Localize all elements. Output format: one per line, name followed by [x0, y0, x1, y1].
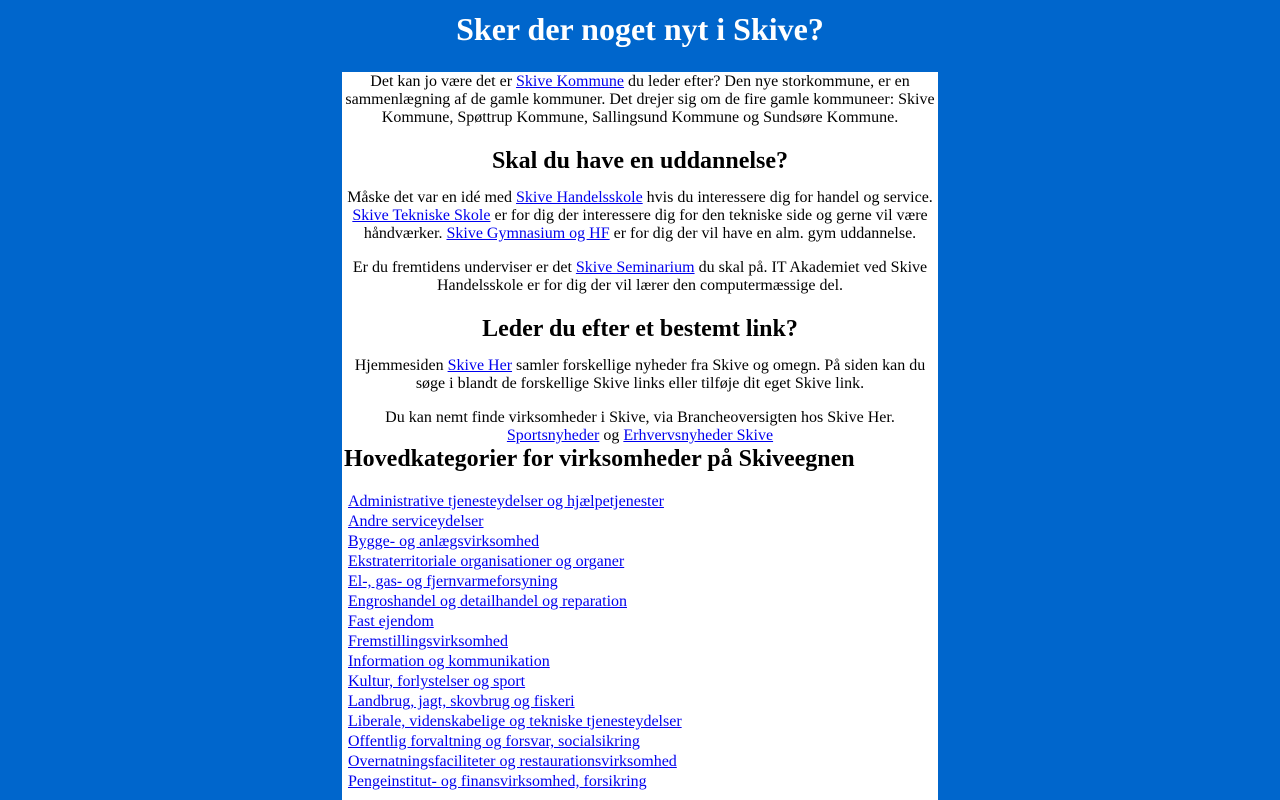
links-text: Du kan nemt finde virksomheder i Skive, via Brancheoversigten hos Skive Her. [385, 409, 895, 426]
skive-kommune-link[interactable]: Skive Kommune [516, 73, 625, 90]
education-heading: Skal du have en uddannelse? [491, 148, 789, 174]
category-link[interactable]: Fremstillingsvirksomhed [348, 633, 508, 650]
category-item [348, 592, 938, 612]
category-item [348, 612, 938, 632]
intro-paragraph [345, 73, 935, 127]
category-link[interactable]: Offentlig forvaltning og forsvar, socialsikring [348, 733, 640, 750]
category-item [348, 672, 938, 692]
category-link[interactable]: Kultur, forlystelser og sport [348, 673, 526, 690]
category-link[interactable]: El-, gas- og fjernvarmeforsyning [348, 573, 558, 590]
skive-her-link[interactable]: Skive Her [447, 357, 513, 374]
category-item [348, 512, 938, 532]
category-item [348, 552, 938, 572]
category-link[interactable]: Fast ejendom [348, 613, 434, 630]
skive-handelsskole-link[interactable]: Skive Handelsskole [516, 189, 643, 206]
category-link[interactable]: Information og kommunikation [348, 653, 550, 670]
category-item [348, 572, 938, 592]
intro-text-post: du leder efter? Den nye storkommune, er en sammenlægning af de gamle kommuner. Det drejer sig om de fire gamle kommuneer: Skive Kommune, Spøttrup Kommune, Sallingsund Kommune og Sundsøre Kommune. [345, 73, 935, 126]
education-text: er for dig der interessere dig for den tekniske side og gerne vil være håndværker. [363, 207, 928, 242]
education-paragraph-2 [345, 259, 935, 295]
category-item [348, 652, 938, 672]
skive-seminarium-link[interactable]: Skive Seminarium [575, 259, 695, 276]
category-link[interactable]: Engroshandel og detailhandel og reparation [348, 593, 628, 610]
category-link[interactable]: Overnatningsfaciliteter og restaurationsvirksomhed [348, 753, 677, 770]
erhvervsnyheder-link[interactable]: Erhvervsnyheder Skive [623, 427, 774, 444]
category-link[interactable]: Pengeinstitut- og finansvirksomhed, forsikring [348, 773, 647, 790]
skive-gymnasium-link[interactable]: Skive Gymnasium og HF [446, 225, 610, 242]
sportsnyheder-link[interactable]: Sportsnyheder [506, 427, 600, 444]
category-item [348, 632, 938, 652]
category-link[interactable]: Bygge- og anlægsvirksomhed [348, 533, 540, 550]
links-heading: Leder du efter et bestemt link? [482, 316, 798, 342]
category-item [348, 772, 938, 792]
links-text: samler forskellige nyheder fra Skive og omegn. På siden kan du søge i blandt de forskellige Skive links eller tilføje dit eget Skive link. [415, 357, 926, 392]
category-item [348, 692, 938, 712]
category-item [348, 492, 938, 512]
page-title: Sker der noget nyt i Skive? [456, 11, 824, 47]
category-link[interactable]: Ekstraterritoriale organisationer og organer [348, 553, 625, 570]
category-item [348, 712, 938, 732]
category-item [348, 732, 938, 752]
links-and-text: og [599, 427, 624, 444]
intro-section [342, 72, 938, 127]
skive-tekniske-skole-link[interactable]: Skive Tekniske Skole [352, 207, 491, 224]
category-item [348, 752, 938, 772]
education-section [342, 189, 938, 295]
links-section [342, 357, 938, 445]
education-text: du skal på. IT Akademiet ved Skive Handelsskole er for dig der vil lærer den computermæssige del. [436, 259, 928, 294]
categories-heading: Hovedkategorier for virksomheder på Skiveegnen [344, 446, 855, 472]
content-panel [342, 72, 938, 800]
links-text: Hjemmesiden [354, 357, 448, 374]
category-item [348, 532, 938, 552]
category-link[interactable]: Landbrug, jagt, skovbrug og fiskeri [348, 693, 575, 710]
links-paragraph-1 [345, 357, 935, 393]
category-link[interactable]: Administrative tjenesteydelser og hjælpetjenester [348, 493, 664, 510]
intro-text-pre: Det kan jo være det er [370, 73, 517, 90]
category-link[interactable]: Liberale, videnskabelige og tekniske tjenesteydelser [348, 713, 682, 730]
categories-list [342, 492, 938, 792]
education-text: Er du fremtidens underviser er det [352, 259, 576, 276]
links-paragraph-2 [345, 409, 935, 445]
education-text: Måske det var en idé med [347, 189, 517, 206]
education-text: hvis du interessere dig for handel og service. [642, 189, 933, 206]
education-paragraph-1 [345, 189, 935, 243]
category-link[interactable]: Andre serviceydelser [348, 513, 484, 530]
education-text: er for dig der vil have en alm. gym uddannelse. [609, 225, 917, 242]
